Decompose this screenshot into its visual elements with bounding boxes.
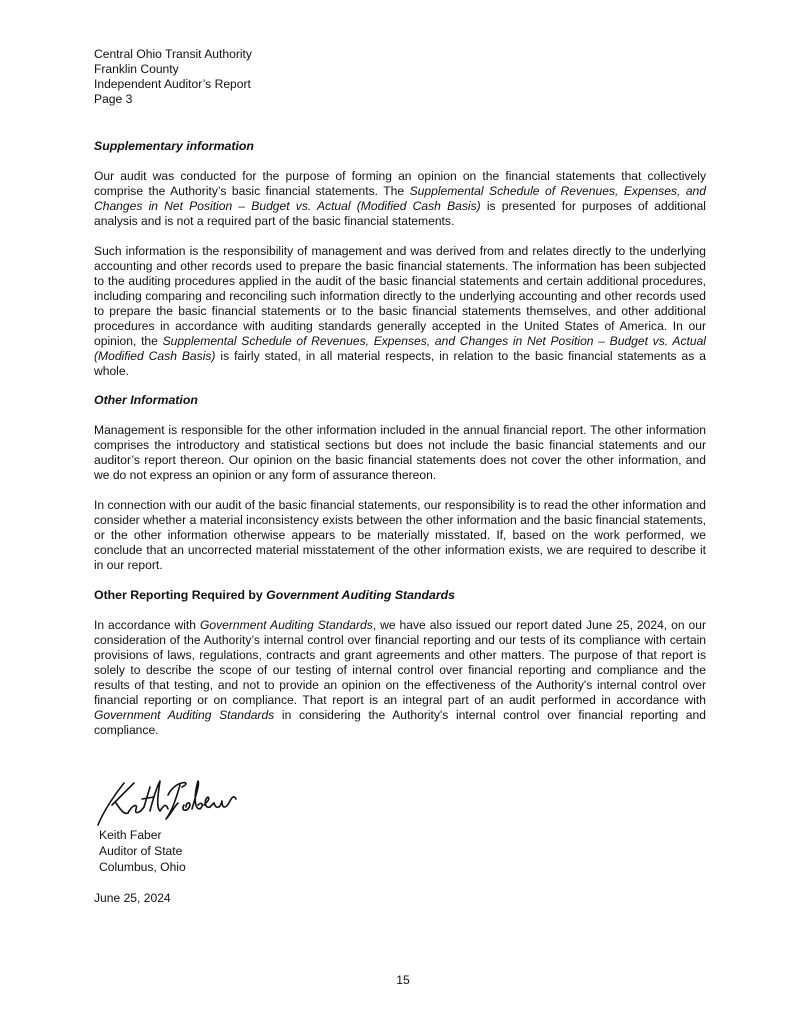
signer-name: Keith Faber — [99, 828, 162, 842]
document-header — [94, 47, 706, 107]
signer-location: Columbus, Ohio — [99, 860, 186, 874]
paragraph — [94, 618, 706, 738]
italic-schedule-title: Supplemental Schedule of Revenues, Expenses, and Changes in Net Position – Budget vs. Actual (Modified Cash Basis) — [94, 184, 706, 213]
text-run: Such information is the responsibility of management and was derived from and relates directly to the underlying accounting and other records used to prepare the basic financial statements. The information has been subjected to the auditing procedures applied in the audit of the basic financial statements and certain additional procedures, including comparing and reconciling such information directly to the underlying accounting and other records used to prepare the basic financial statements or to the basic financial statements themselves, and other additional procedures in accordance with auditing standards generally accepted in the United States of America. In our opinion, the — [94, 244, 706, 348]
text-run: In accordance with — [94, 618, 200, 632]
paragraph: Management is responsible for the other information included in the annual financial report. The other information comprises the introductory and statistical sections but does not include the basic financial statements and our auditor’s report thereon. Our opinion on the basic financial statements does not cover the other information, and we do not express an opinion or any form of assurance thereon. — [94, 423, 706, 482]
signer-title: Auditor of State — [99, 844, 183, 858]
header-report-title: Independent Auditor’s Report — [94, 77, 251, 91]
section-other-reporting — [94, 588, 706, 738]
signature-image — [94, 775, 244, 835]
italic-text: Government Auditing Standards — [94, 708, 275, 722]
heading-italic-text: Government Auditing Standards — [266, 588, 455, 602]
text-run: in considering the Authority's internal control over financial reporting and compliance. — [94, 708, 706, 737]
italic-schedule-title: Supplemental Schedule of Revenues, Expenses, and Changes in Net Position – Budget vs. Actual (Modified Cash Basis) — [94, 334, 706, 363]
heading-text: Other Reporting Required by — [94, 588, 267, 602]
section-other-information — [94, 393, 706, 573]
text-run: Our audit was conducted for the purpose of forming an opinion on the financial statements that collectively comprise the Authority’s basic financial statements. The — [94, 169, 706, 198]
document-page — [94, 47, 706, 107]
signature-block — [99, 827, 186, 875]
handwritten-signature-icon — [94, 775, 244, 830]
report-date: June 25, 2024 — [94, 891, 171, 905]
header-organization: Central Ohio Transit Authority — [94, 47, 252, 61]
italic-text: Government Auditing Standards — [199, 618, 373, 632]
header-county: Franklin County — [94, 62, 179, 76]
section-supplementary — [94, 139, 706, 379]
text-run: is presented for purposes of additional analysis and is not a required part of the basic financial statements. — [94, 199, 706, 228]
section-heading — [94, 588, 706, 603]
paragraph — [94, 244, 706, 379]
section-heading: Supplementary information — [94, 139, 254, 153]
page-number: 15 — [396, 973, 410, 987]
header-page: Page 3 — [94, 92, 133, 106]
text-run: is fairly stated, in all material respects, in relation to the basic financial statements as a whole. — [94, 349, 706, 378]
paragraph: In connection with our audit of the basic financial statements, our responsibility is to read the other information and consider whether a material inconsistency exists between the other information and the basic financial statements, or the other information otherwise appears to be materially misstated. If, based on the work performed, we conclude that an uncorrected material misstatement of the other information exists, we are required to describe it in our report. — [94, 498, 706, 572]
section-heading: Other Information — [94, 393, 198, 407]
paragraph — [94, 169, 706, 229]
text-run: , we have also issued our report dated June 25, 2024, on our consideration of the Authority’s internal control over financial reporting and our tests of its compliance with certain provisions of laws, regulations, contracts and grant agreements and other matters. The purpose of that report is solely to describe the scope of our testing of internal control over financial reporting and compliance and the results of that testing, and not to provide an opinion on the effectiveness of the Authority's internal control over financial reporting or on compliance. That report is an integral part of an audit performed in accordance with — [94, 618, 707, 707]
